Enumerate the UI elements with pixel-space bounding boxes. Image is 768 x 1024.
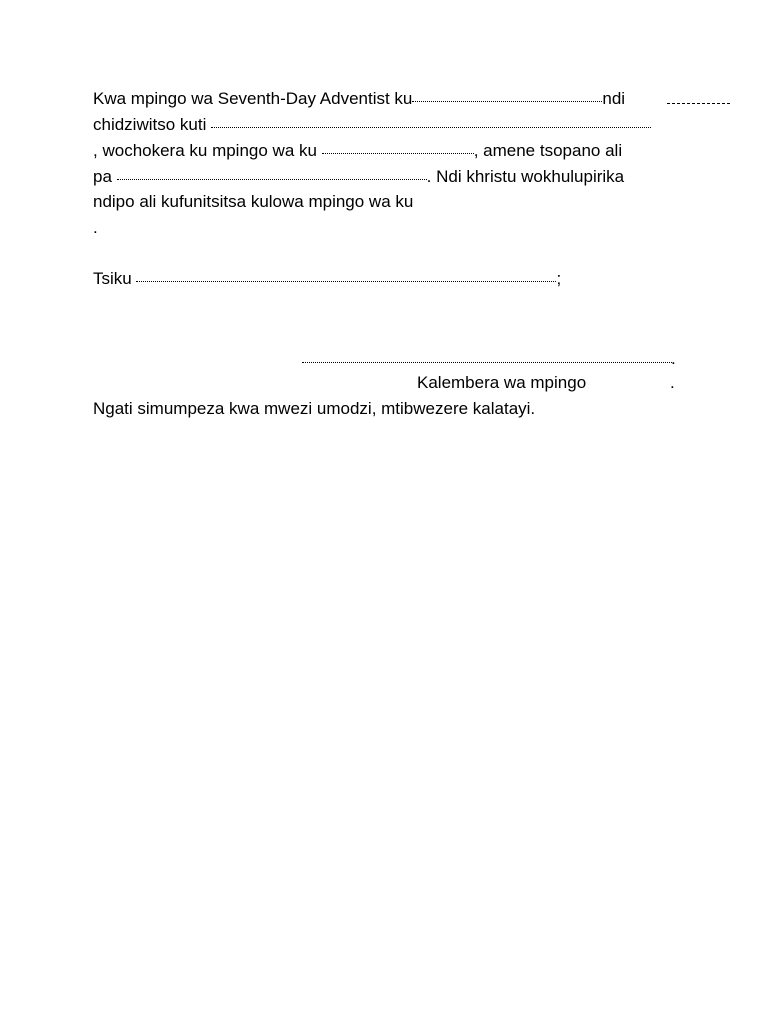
period-mark: . xyxy=(93,218,98,237)
origin-church-blank[interactable] xyxy=(322,152,474,154)
margin-dash-line xyxy=(667,103,730,104)
letter-line-6 xyxy=(93,218,98,238)
return-instructions-text: Ngati simumpeza kwa mwezi umodzi, mtibwezere kalatayi. xyxy=(93,399,536,418)
signature-end-mark: . xyxy=(671,349,676,368)
chidziwitso-text: chidziwitso kuti xyxy=(93,115,207,134)
church-location-blank[interactable] xyxy=(412,100,602,102)
letter-line-5 xyxy=(93,192,413,212)
faithful-christian-text: Ndi khristu wokhulupirika xyxy=(431,167,625,186)
signature-caption: Kalembera wa mpingo xyxy=(417,373,587,392)
comma-text: , xyxy=(93,141,98,160)
signature-blank[interactable] xyxy=(302,361,672,363)
date-end-mark: ; xyxy=(556,269,562,288)
date-label: Tsiku xyxy=(93,269,132,288)
desire-to-join-text: ndipo ali kufunitsitsa kulowa mpingo wa ku xyxy=(93,192,414,211)
ndi-text: ndi xyxy=(602,89,626,108)
date-blank[interactable] xyxy=(136,280,556,282)
footer-note xyxy=(93,399,535,419)
current-location-blank[interactable] xyxy=(117,178,427,180)
letter-line-4 xyxy=(93,167,624,187)
period-text: . xyxy=(426,167,432,186)
amene-text: amene tsopano ali xyxy=(478,141,623,160)
origin-church-text: wochokera ku mpingo wa ku xyxy=(97,141,317,160)
date-line xyxy=(93,269,561,289)
letter-line-2 xyxy=(93,115,651,135)
pa-text: pa xyxy=(93,167,112,186)
comma-text-2: , xyxy=(473,141,479,160)
member-name-blank[interactable] xyxy=(211,126,651,128)
letter-line-3 xyxy=(93,141,622,161)
letter-line-1 xyxy=(93,89,625,109)
signature-caption-end: . xyxy=(670,373,675,392)
church-intro-text: Kwa mpingo wa Seventh-Day Adventist ku xyxy=(93,89,413,108)
